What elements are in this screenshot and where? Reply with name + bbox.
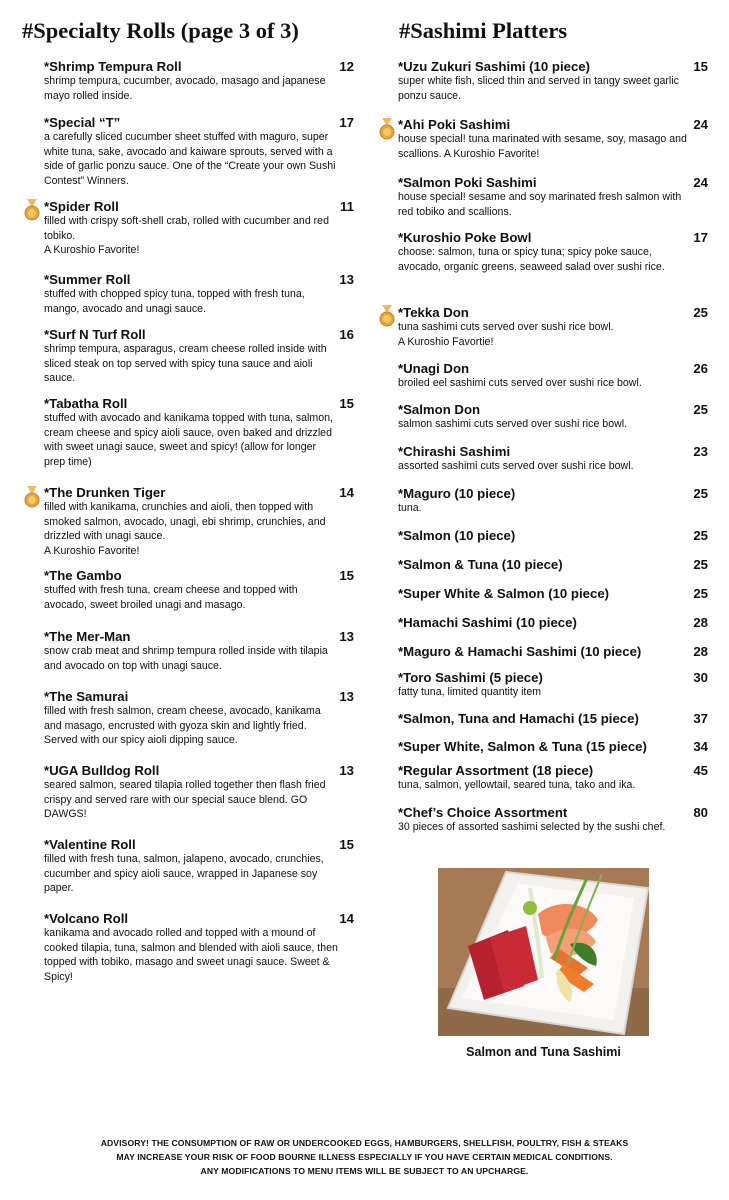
item-description: assorted sashimi cuts served over sushi rice bowl. [398,460,634,472]
item-name: *Hamachi Sashimi (10 piece) [398,615,577,630]
item-price: 80 [693,805,708,820]
menu-item [398,739,708,754]
medal-icon [378,118,396,140]
menu-item [44,327,354,386]
menu-item [398,59,708,103]
item-price: 13 [339,763,354,778]
menu-item [398,230,708,274]
menu-item [44,763,354,822]
item-price: 26 [693,361,708,376]
menu-item [44,485,354,558]
menu-item [398,444,708,474]
item-price: 37 [693,711,708,726]
menu-item [398,117,708,161]
item-description: kanikama and avocado rolled and topped with a mound of cooked tilapia, tuna, salmon and blended with aioli sauce, then topped with tobiko, masago and sweet unagi sauce. Sweet & Spicy! [44,927,338,983]
medal-icon [23,486,41,508]
item-price: 17 [339,115,354,130]
menu-item [44,911,354,984]
item-price: 30 [693,670,708,685]
item-name: *Surf N Turf Roll [44,327,146,342]
item-description: super white fish, sliced thin and served in tangy sweet garlic ponzu sauce. [398,75,679,102]
photo-caption: Salmon and Tuna Sashimi [466,1045,621,1059]
item-name: *Tabatha Roll [44,396,128,411]
item-name: *Salmon Poki Sashimi [398,175,537,190]
item-description: house special! tuna marinated with sesame, soy, masago and scallions. A Kuroshio Favorite! [398,133,687,160]
item-price: 25 [693,486,708,501]
item-description: stuffed with avocado and kanikama topped with tuna, salmon, cream cheese and spicy aioli sauce, oven baked and drizzled with sweet unagi sauce, sweet and spicy! (allow for longer prep time) [44,412,333,468]
item-description: shrimp tempura, cucumber, avocado, masago and japanese mayo rolled inside. [44,75,326,102]
item-description: stuffed with chopped spicy tuna, topped with fresh tuna, mango, avocado and unagi sauce. [44,288,305,315]
item-description: 30 pieces of assorted sashimi selected by the sushi chef. [398,821,666,833]
menu-item [398,557,708,572]
item-description: filled with fresh salmon, cream cheese, avocado, kanikama and masago, encrusted with gyoza skin and lightly fried. Served with our spicy aioli dipping sauce. [44,705,321,747]
item-description: a carefully sliced cucumber sheet stuffed with maguro, super white tuna, sake, avocado and kaiware sprouts, served with a side of garlic ponzu sauce. One of the “Create your own Sushi Contest” Winners. [44,131,336,187]
item-price: 15 [339,568,354,583]
item-name: *The Gambo [44,568,122,583]
menu-item [398,305,708,349]
item-name: *Maguro (10 piece) [398,486,516,501]
menu-item [44,837,354,896]
advisory-notice [70,1136,659,1178]
item-name: *Special “T” [44,115,121,130]
item-price: 15 [339,396,354,411]
item-price: 34 [693,739,708,754]
item-description: tuna, salmon, yellowtail, seared tuna, tako and ika. [398,779,636,791]
item-description: house special! sesame and soy marinated fresh salmon with red tobiko and scallions. [398,191,682,218]
item-price: 15 [693,59,708,74]
item-price: 17 [693,230,708,245]
medal-icon [378,305,396,327]
item-name: *Valentine Roll [44,837,136,852]
item-price: 23 [693,444,708,459]
item-name: *Salmon & Tuna (10 piece) [398,557,563,572]
menu-item [398,644,708,659]
menu-item [44,629,354,673]
item-price: 25 [693,557,708,572]
item-name: *Super White, Salmon & Tuna (15 piece) [398,739,647,754]
item-name: *The Drunken Tiger [44,485,166,500]
item-price: 11 [340,199,354,214]
item-price: 25 [693,586,708,601]
sashimi-platters-title: #Sashimi Platters [399,18,568,43]
item-name: *Toro Sashimi (5 piece) [398,670,543,685]
item-name: *Tekka Don [398,305,469,320]
menu-item [398,586,708,601]
item-price: 28 [693,644,708,659]
item-name: *Salmon (10 piece) [398,528,516,543]
item-name: *Chef’s Choice Assortment [398,805,568,820]
menu-item [44,689,354,748]
item-name: *Unagi Don [398,361,470,376]
item-name: *Uzu Zukuri Sashimi (10 piece) [398,59,591,74]
item-price: 15 [339,837,354,852]
item-name: *Regular Assortment (18 piece) [398,763,594,778]
menu-item [398,175,708,219]
specialty-rolls-title: #Specialty Rolls (page 3 of 3) [22,18,299,43]
item-price: 24 [693,175,708,190]
item-description: filled with crispy soft-shell crab, rolled with cucumber and red tobiko. [44,215,329,242]
menu-item [44,115,354,188]
menu-item [398,486,708,516]
advisory-line: MAY INCREASE YOUR RISK OF FOOD BOURNE ILLNESS ESPECIALLY IF YOU HAVE CERTAIN MEDICAL CONDITIONS. [116,1152,613,1162]
item-description: stuffed with fresh tuna, cream cheese and topped with avocado, sweet broiled unagi and masago. [44,584,298,611]
advisory-line: ADVISORY! THE CONSUMPTION OF RAW OR UNDERCOOKED EGGS, HAMBURGERS, SHELLFISH, POULTRY, FISH & STEAKS [100,1138,629,1148]
item-price: 45 [693,763,708,778]
item-name: *Summer Roll [44,272,131,287]
item-name: *Salmon Don [398,402,481,417]
item-description: filled with kanikama, crunchies and aioli, then topped with smoked salmon, avocado, unagi, ebi shrimp, crunchies, and drizzled with unagi sauce. [44,501,326,543]
item-name: *Salmon, Tuna and Hamachi (15 piece) [398,711,639,726]
menu-item [44,59,354,103]
menu-item [398,528,708,543]
item-price: 25 [693,402,708,417]
item-name: *Ahi Poki Sashimi [398,117,511,132]
item-price: 16 [339,327,354,342]
item-price: 24 [693,117,708,132]
item-description: tuna. [398,502,422,514]
item-name: *Super White & Salmon (10 piece) [398,586,610,601]
item-price: 14 [339,911,354,926]
item-price: 25 [693,528,708,543]
item-price: 14 [339,485,354,500]
menu-item [44,199,354,258]
sashimi-photo [438,868,649,1036]
menu-item [398,763,708,793]
menu-item [398,402,708,432]
item-name: *Chirashi Sashimi [398,444,511,459]
item-description: shrimp tempura, asparagus, cream cheese rolled inside with sliced steak on top served with spicy tuna sauce and aioli sauce. [44,343,327,385]
item-name: *Kuroshio Poke Bowl [398,230,532,245]
menu-item [44,568,354,612]
sashimi-plate-illustration [438,868,649,1036]
item-name: *The Samurai [44,689,129,704]
menu-item [398,670,708,700]
menu-item [398,711,708,726]
menu-item [44,396,354,469]
item-name: *Volcano Roll [44,911,129,926]
item-description: broiled eel sashimi cuts served over sushi rice bowl. [398,377,642,389]
advisory-line: ANY MODIFICATIONS TO MENU ITEMS WILL BE SUBJECT TO AN UPCHARGE. [200,1166,529,1176]
item-name: *Shrimp Tempura Roll [44,59,182,74]
item-description: salmon sashimi cuts served over sushi rice bowl. [398,418,628,430]
item-name: *Spider Roll [44,199,119,214]
menu-item [398,361,708,391]
item-description: filled with fresh tuna, salmon, jalapeno, avocado, crunchies, cucumber and spicy aioli sauce, wrapped in Japanese soy paper. [44,853,324,895]
item-price: 12 [339,59,354,74]
item-name: *Maguro & Hamachi Sashimi (10 piece) [398,644,642,659]
item-price: 28 [693,615,708,630]
menu-item [44,272,354,316]
item-price: 13 [339,689,354,704]
item-description: fatty tuna, limited quantity item [398,686,542,698]
item-description: snow crab meat and shrimp tempura rolled inside with tilapia and avocado on top with unagi sauce. [44,645,328,672]
medal-icon [23,199,41,221]
item-price: 13 [339,629,354,644]
menu-item [398,805,708,835]
item-name: *The Mer-Man [44,629,131,644]
item-price: 13 [339,272,354,287]
item-note: A Kuroshio Favortie! [398,335,494,348]
item-description: seared salmon, seared tilapia rolled together then flash fried crispy and served rare with our special sauce blend. GO DAWGS! [44,779,326,821]
item-price: 25 [693,305,708,320]
item-description: tuna sashimi cuts served over sushi rice bowl. [398,321,614,333]
menu-item [398,615,708,630]
item-name: *UGA Bulldog Roll [44,763,160,778]
item-description: choose: salmon, tuna or spicy tuna; spicy poke sauce, avocado, organic greens, seaweed salad over sushi rice. [398,246,665,273]
item-note: A Kuroshio Favorite! [44,244,140,257]
item-note: A Kuroshio Favorite! [44,544,140,557]
